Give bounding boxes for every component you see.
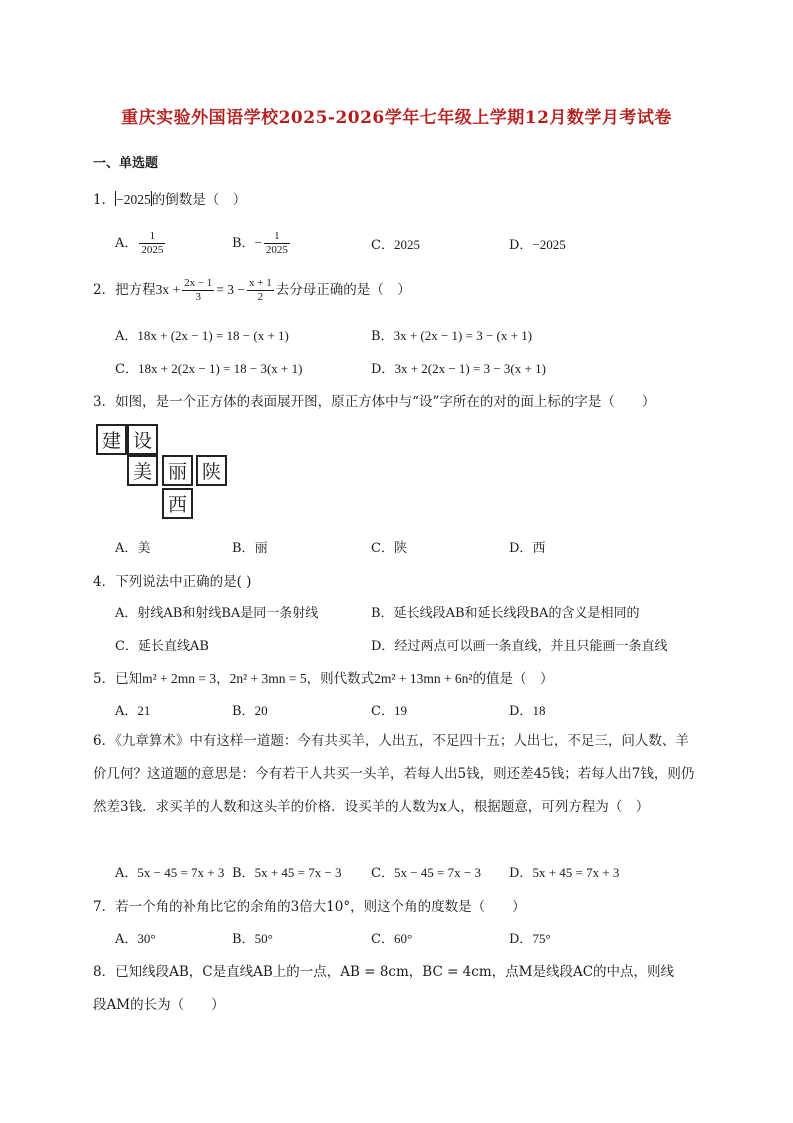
q4-option-b[interactable]: B．延长线段AB和延长线段BA的含义是相同的 xyxy=(371,606,640,621)
q1-option-a-fraction: $\frac{1}{2025}$ xyxy=(141,230,164,256)
q1-option-c[interactable]: C．2025 xyxy=(371,237,420,253)
q6-option-c[interactable]: C．5x − 45 = 7x − 3 xyxy=(371,865,481,881)
q7-option-b[interactable]: B．50° xyxy=(232,931,273,947)
q6-option-b[interactable]: B．5x + 45 = 7x − 3 xyxy=(232,865,342,881)
cube-face-xi: 西 xyxy=(162,488,193,519)
question-2: 2．把方程3x + $\frac{2x - 1}{3}$ = 3 − $\frac{x + 1}{2}$ 去分母正确的是（ ） xyxy=(93,277,411,303)
q5-option-b[interactable]: B．20 xyxy=(232,703,268,719)
q6-option-a[interactable]: A．5x − 45 = 7x + 3 xyxy=(115,865,225,881)
q3-option-a[interactable]: A．美 xyxy=(115,541,151,556)
q7-option-c[interactable]: C．60° xyxy=(371,931,413,947)
cube-face-jian: 建 xyxy=(96,424,127,455)
q7-option-a[interactable]: A．30° xyxy=(115,931,156,947)
question-4: 4．下列说法中正确的是( ) xyxy=(93,574,252,590)
question-7: 7．若一个角的补角比它的余角的3倍大10°，则这个角的度数是（ ） xyxy=(93,899,526,915)
q6-option-d[interactable]: D．5x + 45 = 7x + 3 xyxy=(509,865,620,881)
q5-option-d[interactable]: D．18 xyxy=(509,703,546,719)
section-heading: 一、单选题 xyxy=(93,156,159,171)
q4-option-a[interactable]: A．射线AB和射线BA是同一条射线 xyxy=(115,606,319,621)
question-8-line-2: 段AM的长为（ ） xyxy=(93,997,225,1013)
question-8-line-1: 8．已知线段AB，C是直线AB上的一点，AB = 8cm，BC = 4cm，点M是线段AC的中点，则线 xyxy=(93,964,675,980)
cube-face-shan: 陕 xyxy=(196,455,227,486)
q2-fraction-2: $\frac{x + 1}{2}$ xyxy=(249,277,272,303)
q2-option-a[interactable]: A．18x + (2x − 1) = 18 − (x + 1) xyxy=(115,328,289,344)
question-6: 6．《九章算术》中有这样一道题：今有共买羊，人出五，不足四十五；人出七，不足三，问人数、羊价几何？这道题的意思是：今有若干人共买一头羊，若每人出5钱，则还差45钱；若每人出7钱，则仍然差3钱．求买羊的人数和这头羊的价格．设买羊的人数为x人，根据题意，可列方程为（ ） xyxy=(93,733,695,815)
question-1-number: 1． xyxy=(93,192,116,208)
q5-option-c[interactable]: C．19 xyxy=(371,703,407,719)
q1-option-a[interactable]: A． $\frac{1}{2025}$ xyxy=(115,230,164,256)
q2-option-d[interactable]: D．3x + 2(2x − 1) = 3 − 3(x + 1) xyxy=(371,361,546,377)
cube-face-she: 设 xyxy=(127,424,158,455)
question-3: 3．如图，是一个正方体的表面展开图，原正方体中与“设”字所在的对的面上标的字是（ ） xyxy=(93,394,656,410)
q1-option-b[interactable]: B．− $\frac{1}{2025}$ xyxy=(232,230,288,256)
question-5: 5．已知m² + 2mn = 3，2n² + 3mn = 5，则代数式2m² + 13mn + 6n²的值是（ ） xyxy=(93,671,554,687)
q1-option-d[interactable]: D．−2025 xyxy=(509,237,566,253)
q3-option-c[interactable]: C．陕 xyxy=(371,541,407,556)
q5-option-a[interactable]: A．21 xyxy=(115,703,151,719)
question-1 xyxy=(93,188,246,208)
question-1-abs-expression: −2025 xyxy=(116,192,151,207)
q2-option-c[interactable]: C．18x + 2(2x − 1) = 18 − 3(x + 1) xyxy=(115,361,303,377)
q3-option-d[interactable]: D．西 xyxy=(509,541,546,556)
q7-option-d[interactable]: D．75° xyxy=(509,931,551,947)
cube-face-li: 丽 xyxy=(162,455,193,486)
q2-option-b[interactable]: B．3x + (2x − 1) = 3 − (x + 1) xyxy=(371,328,533,344)
q1-option-b-fraction: $\frac{1}{2025}$ xyxy=(265,230,288,256)
q3-option-b[interactable]: B．丽 xyxy=(232,541,268,556)
q4-option-c[interactable]: C．延长直线AB xyxy=(115,639,209,654)
q4-option-d[interactable]: D．经过两点可以画一条直线，并且只能画一条直线 xyxy=(371,639,668,654)
q2-fraction-1: $\frac{2x - 1}{3}$ xyxy=(184,277,213,303)
question-1-text: 的倒数是（ ） xyxy=(151,192,247,208)
cube-face-mei: 美 xyxy=(127,455,158,486)
exam-title: 重庆实验外国语学校2025-2026学年七年级上学期12月数学月考试卷 xyxy=(121,108,672,128)
